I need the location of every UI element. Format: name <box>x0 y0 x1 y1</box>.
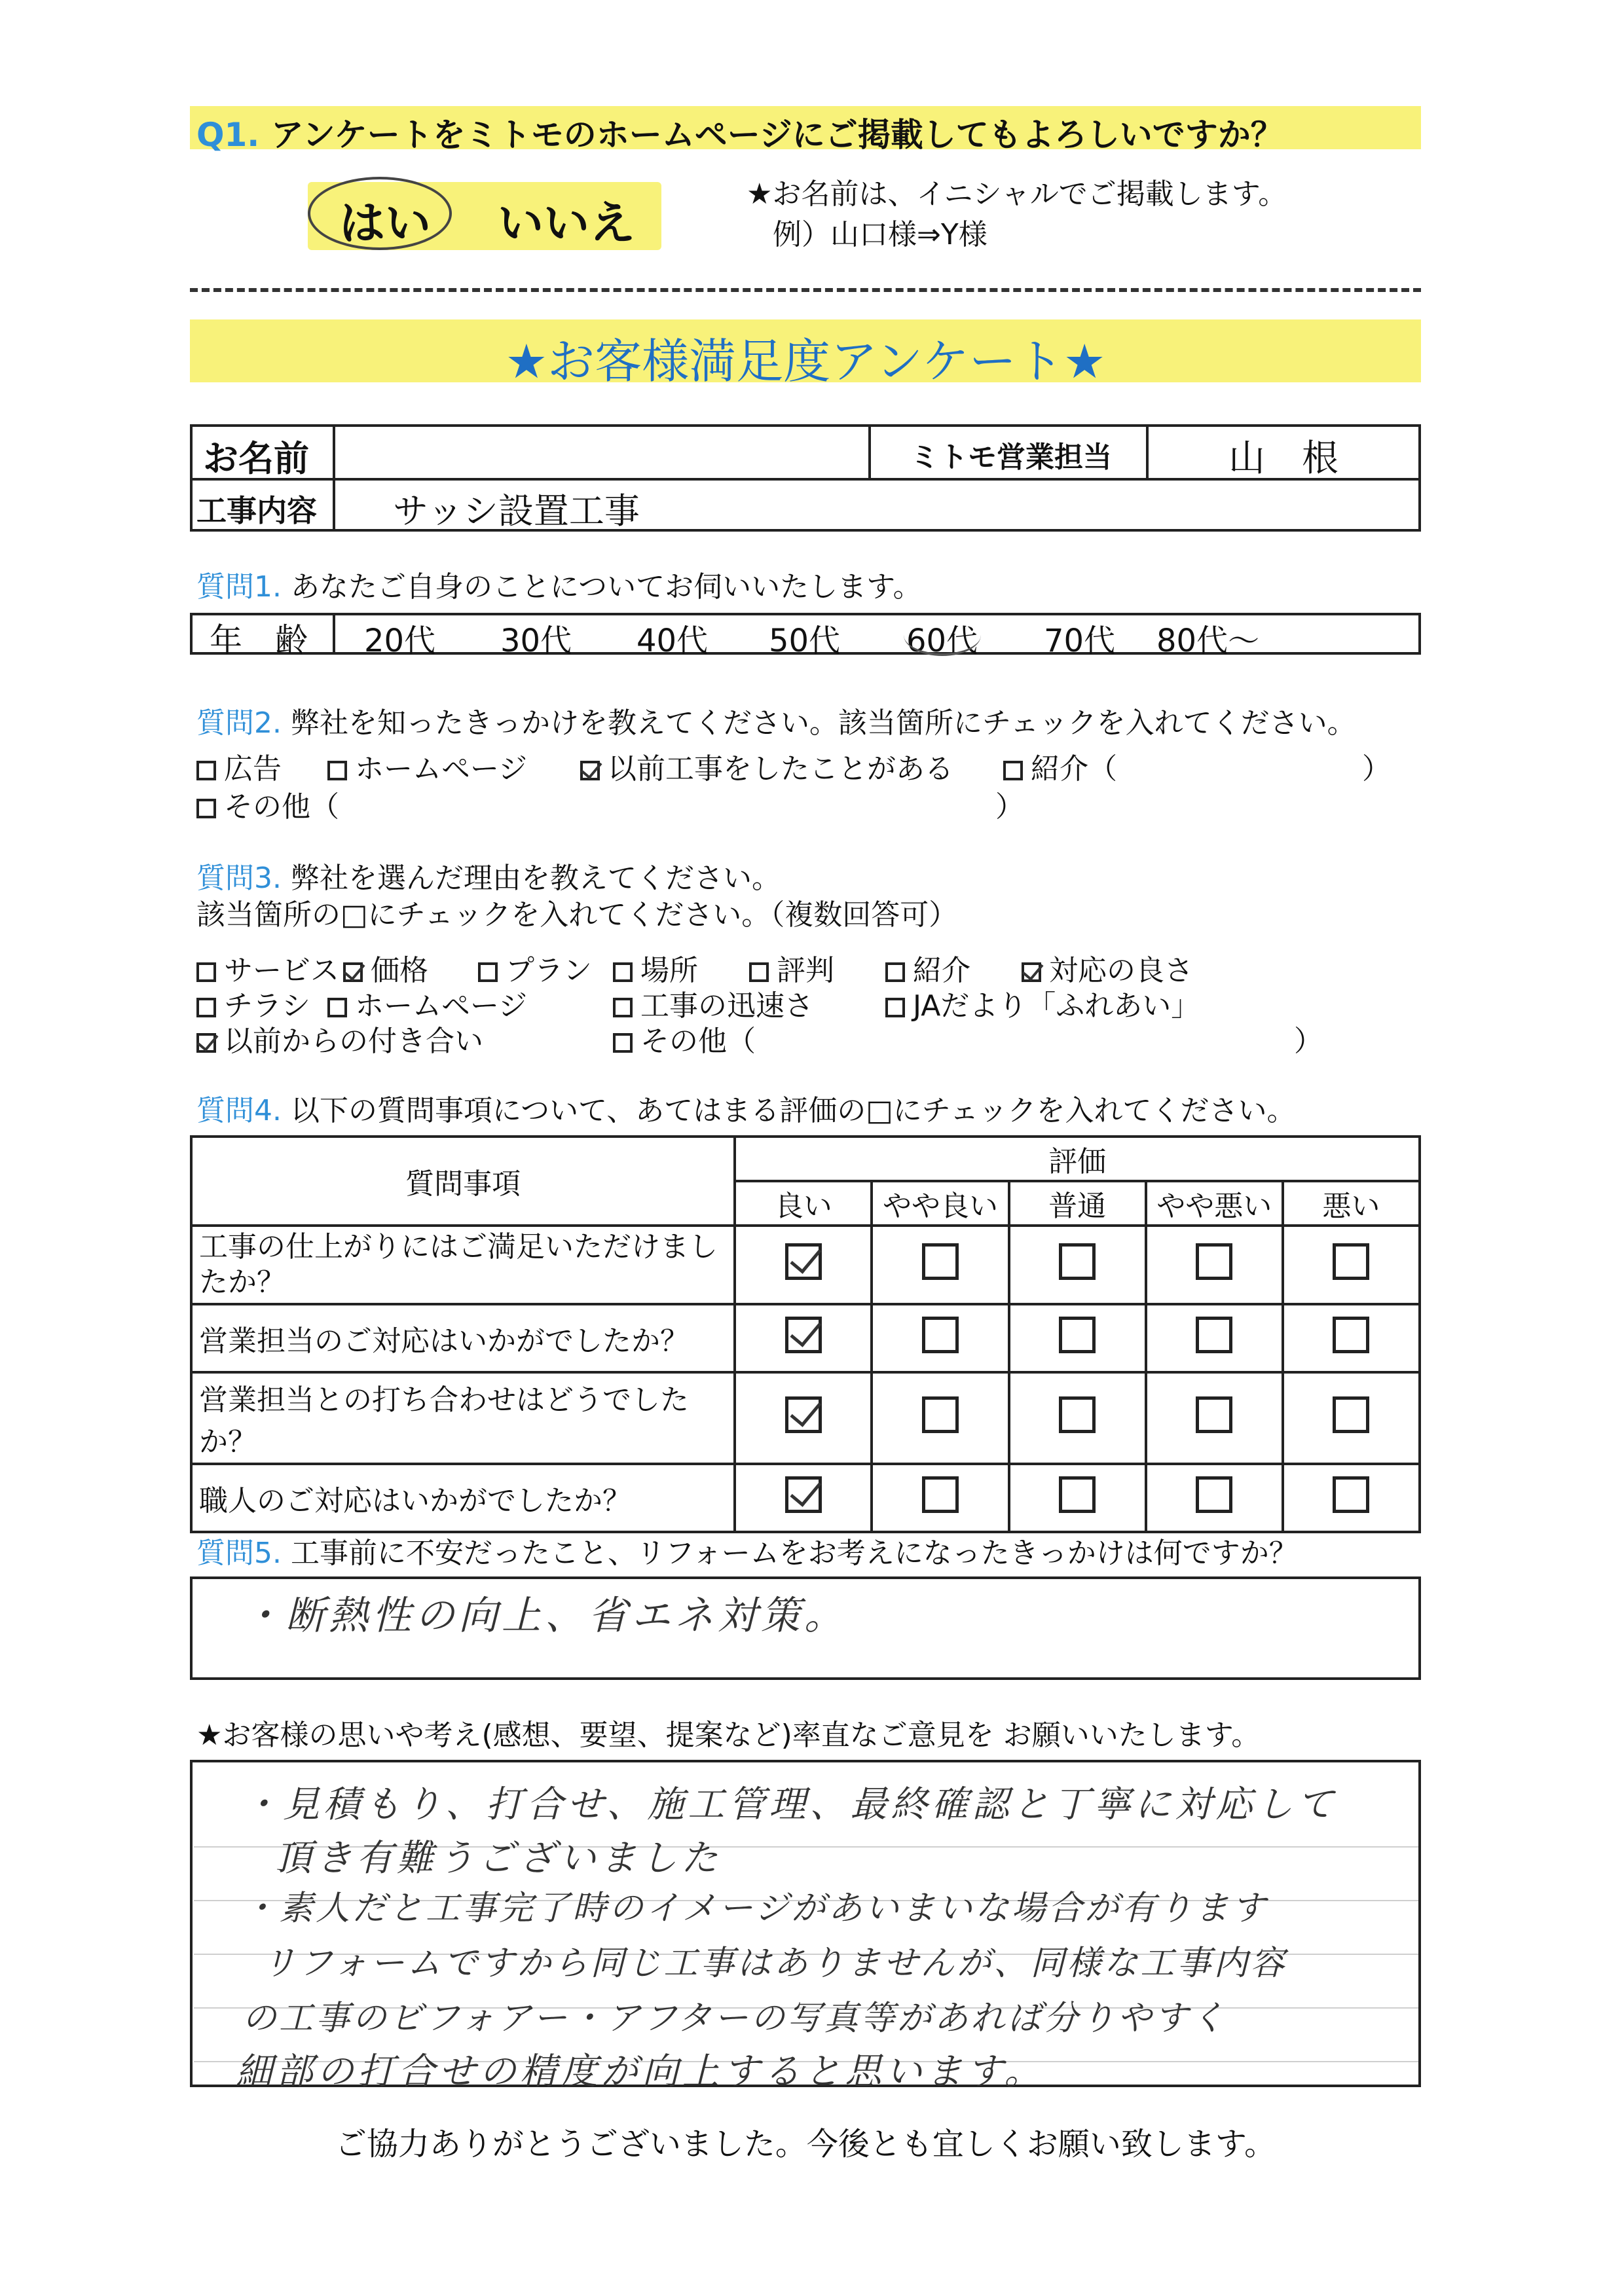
rating-cell[interactable] <box>1009 1226 1146 1304</box>
scale-good: 良い <box>735 1181 872 1226</box>
footer-thanks: ご協力ありがとうございました。今後とも宜しくお願い致します。 <box>335 2126 1276 2162</box>
row-question: 営業担当のご対応はいかがでしたか？ <box>191 1304 735 1372</box>
comment-line-3: ・素人だと工事完了時のイメージがあいまいな場合が有ります <box>242 1889 1268 1928</box>
age-70[interactable]: 70代 <box>1044 623 1116 659</box>
reason-ja-label: JAだより「ふれあい」 <box>913 989 1200 1023</box>
q-reason <box>196 860 957 934</box>
checkbox-checked[interactable] <box>785 1476 822 1513</box>
header-eval: 評価 <box>735 1137 1420 1181</box>
q-concern <box>196 1529 1298 1571</box>
row-question: 職人のご対応はいかがでしたか？ <box>191 1464 735 1532</box>
table-row <box>191 1304 1420 1372</box>
comment-line-5: の工事のビフォアー・アフターの写真等があれば分りやすく <box>242 1999 1228 2038</box>
reason-price-label: 価格 <box>371 954 428 987</box>
reason-ja[interactable] <box>885 982 1200 1024</box>
checkbox-checked[interactable] <box>196 1033 216 1053</box>
source-ad[interactable] <box>196 745 282 787</box>
rating-cell[interactable] <box>1146 1304 1283 1372</box>
checkbox[interactable] <box>749 962 769 982</box>
scale-fairly-good: やや良い <box>872 1181 1008 1226</box>
checkbox-checked[interactable] <box>785 1243 822 1280</box>
age-50[interactable]: 50代 <box>769 623 841 659</box>
scale-fairly-bad: やや悪い <box>1146 1181 1283 1226</box>
age-30[interactable]: 30代 <box>500 623 572 659</box>
reason-service-label: サービス <box>224 954 339 987</box>
checkbox[interactable] <box>1333 1243 1369 1280</box>
q-rating-label: 質問4. <box>196 1094 282 1127</box>
checkbox[interactable] <box>613 1033 633 1053</box>
reason-flyer-label: チラシ <box>224 989 310 1023</box>
checkbox[interactable] <box>196 962 216 982</box>
q1-text: アンケートをミトモのホームページにご掲載してもよろしいですか？ <box>270 116 1283 154</box>
age-80[interactable]: 80代～ <box>1156 623 1260 659</box>
source-homepage-label: ホームページ <box>355 752 528 786</box>
yes-label: はい <box>339 196 431 250</box>
q-rating-text: 以下の質問事項について、あてはまる評価の□にチェックを入れてください。 <box>290 1094 1296 1127</box>
checkbox[interactable] <box>327 998 347 1017</box>
source-other-label: その他（ <box>224 790 339 824</box>
q-reason-text-2: 該当箇所の□にチェックを入れてください。（複数回答可） <box>196 898 958 932</box>
comment-line-6: 細部の打合せの精度が向上すると思います。 <box>236 2050 1045 2093</box>
checkbox[interactable] <box>1059 1243 1096 1280</box>
checkbox[interactable] <box>922 1243 959 1280</box>
reason-other-label: その他（ <box>640 1025 756 1058</box>
q-age-text: あなたご自身のことについてお伺いいたします。 <box>290 570 922 604</box>
age-40[interactable]: 40代 <box>637 623 709 659</box>
survey-title: ★お客様満足度アンケート★ <box>505 334 1106 389</box>
rating-cell[interactable] <box>872 1304 1008 1372</box>
rating-cell[interactable] <box>872 1464 1008 1532</box>
source-ad-label: 広告 <box>224 752 282 786</box>
checkbox[interactable] <box>196 761 216 780</box>
table-row <box>191 1372 1420 1464</box>
reason-reputation-label: 評判 <box>777 954 834 987</box>
table-row <box>191 1226 1420 1304</box>
source-homepage[interactable] <box>327 745 527 787</box>
work-value: サッシ設置工事 <box>393 490 640 532</box>
q-rating <box>196 1087 1295 1129</box>
q-age-label: 質問1. <box>196 570 282 604</box>
source-previous-label: 以前工事をしたことがある <box>608 752 953 786</box>
q1-question <box>196 109 1283 156</box>
rating-cell[interactable] <box>735 1372 872 1464</box>
rating-cell[interactable] <box>1283 1372 1420 1464</box>
reason-place-label: 場所 <box>640 954 698 987</box>
reason-other-close: ） <box>1294 1025 1323 1058</box>
q1-note-2: 例）山口様⇒Y様 <box>773 218 987 251</box>
q1-note-1: ★お名前は、イニシャルでご掲載します。 <box>747 177 1287 211</box>
q-reason-text-1: 弊社を選んだ理由を教えてください。 <box>290 862 781 895</box>
checkbox[interactable] <box>922 1476 959 1513</box>
checkbox[interactable] <box>196 998 216 1017</box>
checkbox[interactable] <box>1059 1317 1096 1353</box>
q-source <box>196 699 1356 741</box>
rating-cell[interactable] <box>1146 1464 1283 1532</box>
checkbox[interactable] <box>1196 1317 1232 1353</box>
rating-cell[interactable] <box>1009 1464 1146 1532</box>
rating-cell[interactable] <box>735 1226 872 1304</box>
q-age <box>196 563 922 605</box>
checkbox[interactable] <box>885 998 905 1017</box>
comments-prompt <box>196 1711 1260 1753</box>
info-col-divider <box>333 424 335 532</box>
checkbox-checked[interactable] <box>1022 962 1041 982</box>
checkbox[interactable] <box>196 799 216 818</box>
q1-label: Q1. <box>196 116 260 154</box>
no-label[interactable]: いいえ <box>498 196 635 250</box>
row-question: 営業担当との打ち合わせはどうでしたか？ <box>191 1372 735 1464</box>
reason-response-label: 対応の良さ <box>1049 954 1193 987</box>
rating-cell[interactable] <box>1009 1304 1146 1372</box>
checkbox[interactable] <box>1333 1476 1369 1513</box>
reason-plan-label: プラン <box>506 954 592 987</box>
checkbox[interactable] <box>922 1396 959 1433</box>
checkbox[interactable] <box>1196 1396 1232 1433</box>
rating-table <box>190 1135 1421 1533</box>
checkbox-checked[interactable] <box>785 1396 822 1433</box>
checkbox[interactable] <box>1059 1396 1096 1433</box>
rating-cell[interactable] <box>872 1372 1008 1464</box>
reason-speed-label: 工事の迅速さ <box>640 989 813 1023</box>
checkbox[interactable] <box>327 761 347 780</box>
info-col-divider-2 <box>868 424 871 479</box>
checkbox[interactable] <box>1333 1396 1369 1433</box>
checkbox-checked[interactable] <box>580 761 600 780</box>
reason-homepage-label: ホームページ <box>355 989 528 1023</box>
q-reason-label: 質問3. <box>196 862 282 895</box>
source-other[interactable] <box>196 783 339 825</box>
checkbox[interactable] <box>885 962 905 982</box>
comment-line-1: ・見積もり、打合せ、施工管理、最終確認と丁寧に対応して <box>242 1783 1338 1826</box>
sales-value: 山 根 <box>1228 437 1338 480</box>
scale-bad: 悪い <box>1283 1181 1420 1226</box>
source-other-close: ） <box>995 790 1024 824</box>
age-divider <box>333 613 335 655</box>
age-label: 年 齢 <box>210 621 308 659</box>
checkbox[interactable] <box>613 962 633 982</box>
checkbox[interactable] <box>922 1317 959 1353</box>
header-item: 質問事項 <box>191 1137 735 1226</box>
checkbox-checked[interactable] <box>343 962 363 982</box>
reason-intro-label: 紹介 <box>913 954 970 987</box>
rating-cell[interactable] <box>1283 1464 1420 1532</box>
rating-cell[interactable] <box>1146 1372 1283 1464</box>
checkbox[interactable] <box>1003 761 1023 780</box>
q-concern-text: 工事前に不安だったこと、リフォームをお考えになったきっかけは何ですか？ <box>290 1537 1298 1570</box>
source-intro-label: 紹介（ <box>1031 752 1117 786</box>
reason-relation[interactable] <box>196 1017 483 1059</box>
reason-relation-label: 以前からの付き合い <box>224 1025 483 1058</box>
checkbox[interactable] <box>478 962 498 982</box>
q-concern-label: 質問5. <box>196 1537 282 1570</box>
divider <box>190 288 1421 292</box>
concern-answer: ・断熱性の向上、省エネ対策。 <box>242 1593 847 1639</box>
rating-cell[interactable] <box>1283 1226 1420 1304</box>
source-previous[interactable] <box>580 745 953 787</box>
table-row <box>191 1464 1420 1532</box>
checkbox[interactable] <box>1333 1317 1369 1353</box>
rating-cell[interactable] <box>1283 1304 1420 1372</box>
age-60[interactable]: 60代 <box>906 623 978 659</box>
name-label: お名前 <box>203 438 309 479</box>
rating-cell[interactable] <box>872 1226 1008 1304</box>
age-60-mark <box>904 614 981 656</box>
checkbox[interactable] <box>1196 1243 1232 1280</box>
rating-cell[interactable] <box>735 1464 872 1532</box>
comment-line-2: 頂き有難うございました <box>275 1837 722 1880</box>
scale-normal: 普通 <box>1009 1181 1146 1226</box>
rating-cell[interactable] <box>1009 1372 1146 1464</box>
comments-prompt-text: ★お客様の思いや考え(感想、要望、提案など)率直なご意見を お願いいたします。 <box>196 1719 1261 1752</box>
checkbox[interactable] <box>1196 1476 1232 1513</box>
rating-cell[interactable] <box>735 1304 872 1372</box>
source-intro[interactable] <box>1003 745 1117 787</box>
q1-note <box>747 174 1287 255</box>
age-20[interactable]: 20代 <box>364 623 436 659</box>
source-intro-close: ） <box>1362 752 1391 786</box>
checkbox[interactable] <box>1059 1476 1096 1513</box>
checkbox[interactable] <box>613 998 633 1017</box>
comment-line-4: リフォームですから同じ工事はありませんが、同様な工事内容 <box>262 1944 1287 1983</box>
reason-other[interactable] <box>613 1017 756 1059</box>
q-source-label: 質問2. <box>196 706 282 740</box>
sales-label: ミトモ営業担当 <box>910 441 1112 474</box>
work-label: 工事内容 <box>196 493 317 528</box>
rating-cell[interactable] <box>1146 1226 1283 1304</box>
checkbox-checked[interactable] <box>785 1317 822 1353</box>
row-question: 工事の仕上がりにはご満足いただけましたか？ <box>191 1226 735 1304</box>
q-source-text: 弊社を知ったきっかけを教えてください。該当箇所にチェックを入れてください。 <box>290 706 1356 740</box>
